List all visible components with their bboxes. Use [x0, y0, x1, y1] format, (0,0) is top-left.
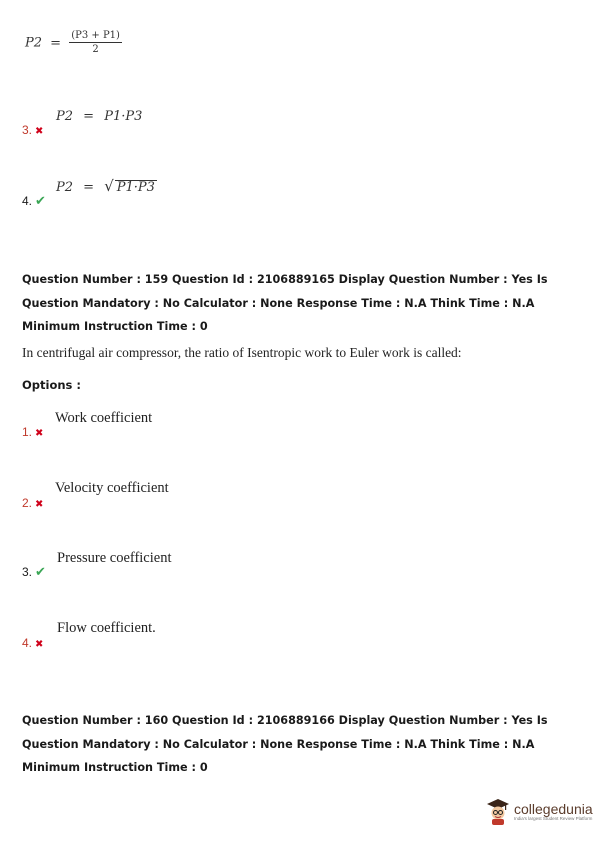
option-1-label: Work coefficient [55, 410, 153, 426]
logo-name: collegedunia [514, 801, 593, 817]
cross-icon: ✖ [35, 499, 44, 510]
formula-equals: = [50, 35, 62, 51]
check-icon: ✔ [35, 565, 46, 580]
option-number: 4. [22, 636, 33, 650]
formula-rhs: P1·P3 [116, 180, 155, 195]
options-title: Options : [22, 378, 81, 392]
logo-tagline: India's largest Student Review Platform [514, 816, 593, 821]
option-number: 3. [22, 565, 33, 579]
sqrt-icon: √ [104, 177, 114, 195]
graduate-mascot-icon [486, 798, 510, 826]
collegedunia-logo [486, 798, 593, 826]
formula-lhs: P2 [25, 35, 43, 51]
option-3-label: Pressure coefficient [57, 550, 172, 566]
question-159-text: In centrifugal air compressor, the ratio of Isentropic work to Euler work is called: [22, 345, 462, 360]
check-icon: ✔ [35, 194, 46, 209]
prev-option-4-formula [56, 177, 157, 195]
option-4-label: Flow coefficient. [57, 620, 156, 636]
option-number: 3. [22, 123, 33, 137]
option-2-label: Velocity coefficient [55, 480, 169, 496]
cross-icon: ✖ [35, 126, 44, 137]
option-4-marker [22, 632, 43, 651]
formula-equals: = [83, 109, 95, 124]
question-160-header: Question Number : 160 Question Id : 2106889166 Display Question Number : Yes Is Question Mandatory : No Calculator : None Response Time : N.A Think Time : N.A Minimum Instruction Time : 0 [22, 714, 548, 774]
formula-lhs: P2 [56, 180, 74, 195]
formula-numerator: (P3 + P1) [71, 30, 120, 41]
formula-fraction [69, 30, 122, 56]
prev-option-3-marker [22, 119, 43, 138]
option-1-marker [22, 421, 43, 440]
formula-p2-average [25, 30, 122, 56]
option-2-marker [22, 492, 43, 511]
prev-option-4-marker [22, 190, 46, 209]
option-3-marker [22, 561, 46, 580]
formula-rhs: P1·P3 [104, 109, 143, 124]
formula-denominator: 2 [92, 44, 99, 55]
option-number: 2. [22, 496, 33, 510]
formula-lhs: P2 [56, 109, 74, 124]
option-number: 1. [22, 425, 33, 439]
formula-equals: = [83, 180, 95, 195]
option-number: 4. [22, 194, 33, 208]
question-159-header: Question Number : 159 Question Id : 2106889165 Display Question Number : Yes Is Question Mandatory : No Calculator : None Response Time : N.A Think Time : N.A Minimum Instruction Time : 0 [22, 273, 548, 333]
prev-option-3-formula [56, 109, 142, 124]
cross-icon: ✖ [35, 639, 44, 650]
cross-icon: ✖ [35, 428, 44, 439]
